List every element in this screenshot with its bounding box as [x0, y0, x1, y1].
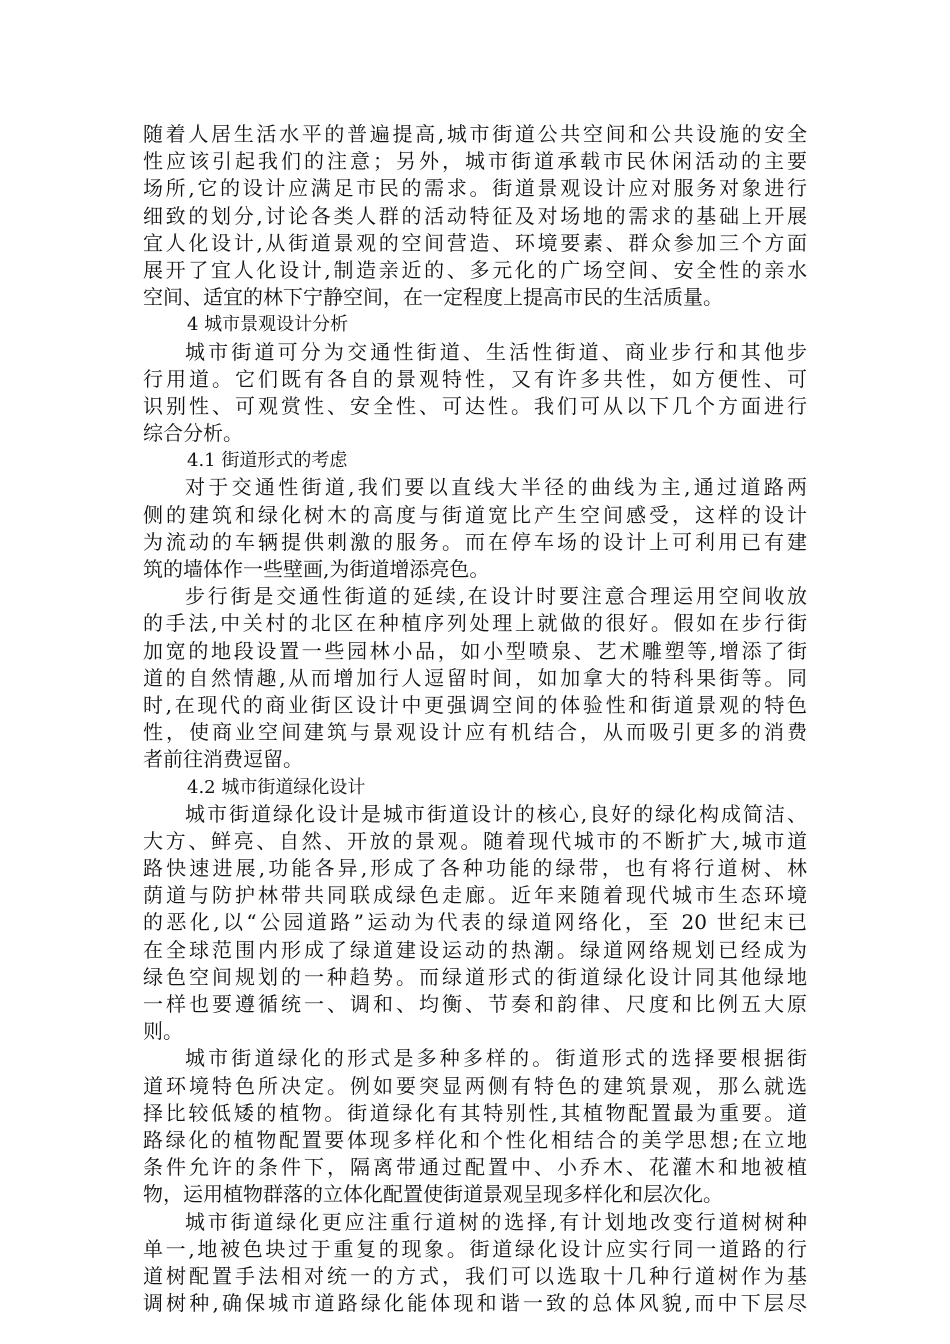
- text-line: 道环境特色所决定。例如要突显两侧有特色的建筑景观，那么就选: [143, 1073, 807, 1098]
- text-line: 则。: [143, 1019, 183, 1044]
- section-heading: 4.1 街道形式的考虑: [187, 450, 348, 472]
- text-line: 展开了宜人化设计,制造亲近的、多元化的广场空间、安全性的亲水: [143, 257, 807, 282]
- text-line: 侧的建筑和绿化树木的高度与街道宽比产生空间感受，这样的设计: [143, 502, 807, 527]
- text-line: 细致的划分,讨论各类人群的活动特征及对场地的需求的基础上开展: [143, 203, 807, 228]
- text-line: 荫道与防护林带共同联成绿色走廊。近年来随着现代城市生态环境: [143, 883, 807, 908]
- text-line: 在全球范围内形成了绿道建设运动的热潮。绿道网络规划已经成为: [143, 937, 807, 962]
- text-line: 综合分析。: [143, 421, 243, 446]
- text-line: 路绿化的植物配置要体现多样化和个性化相结合的美学思想;在立地: [143, 1127, 807, 1152]
- text-line: 道的自然情趣,从而增加行人逗留时间，如加拿大的特科果街等。同: [143, 665, 807, 690]
- text-line: 随着人居生活水平的普遍提高,城市街道公共空间和公共设施的安全: [143, 122, 807, 146]
- text-line: 宜人化设计,从街道景观的空间营造、环境要素、群众参加三个方面: [143, 230, 807, 255]
- text-line: 条件允许的条件下，隔离带通过配置中、小乔木、花灌木和地被植: [143, 1155, 807, 1180]
- text-line: 空间、适宜的林下宁静空间，在一定程度上提高市民的生活质量。: [143, 285, 723, 310]
- text-line: 城市街道绿化设计是城市街道设计的核心,良好的绿化构成简洁、: [185, 801, 807, 826]
- text-line: 路快速进展,功能各异,形成了各种功能的绿带，也有将行道树、林: [143, 856, 807, 881]
- text-line: 调树种,确保城市道路绿化能体现和谐一致的总体风貌,而中下层尽: [143, 1291, 807, 1316]
- text-line: 加宽的地段设置一些园林小品，如小型喷泉、艺术雕塑等,增添了街: [143, 638, 807, 663]
- text-line: 对于交通性街道,我们要以直线大半径的曲线为主,通过道路两: [185, 475, 807, 500]
- text-line: 行用道。它们既有各自的景观特性，又有许多共性，如方便性、可: [143, 366, 807, 391]
- text-line: 步行街是交通性街道的延续,在设计时要注意合理运用空间收放: [185, 584, 807, 609]
- text-line: 择比较低矮的植物。街道绿化有其特别性,其植物配置最为重要。道: [143, 1100, 807, 1125]
- text-line: 性，使商业空间建筑与景观设计应有机结合，从而吸引更多的消费: [143, 720, 807, 745]
- text-line: 筑的墙体作一些壁画,为街道增添亮色。: [143, 557, 490, 581]
- text-line: 道树配置手法相对统一的方式，我们可以选取十几种行道树作为基: [143, 1263, 807, 1288]
- text-line: 城市街道绿化更应注重行道树的选择,有计划地改变行道树树种: [185, 1209, 807, 1234]
- text-line: 时,在现代的商业街区设计中更强调空间的体验性和街道景观的特色: [143, 692, 807, 717]
- text-line: 者前往消费逗留。: [143, 747, 303, 772]
- text-line: 城市街道绿化的形式是多种多样的。街道形式的选择要根据街: [185, 1046, 807, 1071]
- text-line: 大方、鲜亮、自然、开放的景观。随着现代城市的不断扩大,城市道: [143, 828, 807, 853]
- text-line: 的恶化,以“公园道路”运动为代表的绿道网络化，至 20 世纪末已: [143, 910, 807, 935]
- text-line: 识别性、可观赏性、安全性、可达性。我们可从以下几个方面进行: [143, 393, 807, 418]
- text-line: 为流动的车辆提供刺激的服务。而在停车场的设计上可利用已有建: [143, 529, 807, 554]
- text-line: 物，运用植物群落的立体化配置使街道景观呈现多样化和层次化。: [143, 1182, 723, 1207]
- text-line: 场所,它的设计应满足市民的需求。街道景观设计应对服务对象进行: [143, 176, 807, 201]
- text-line: 城市街道可分为交通性街道、生活性街道、商业步行和其他步: [185, 339, 807, 364]
- section-heading: 4.2 城市街道绿化设计: [187, 776, 366, 798]
- text-line: 单一,地被色块过于重复的现象。街道绿化设计应实行同一道路的行: [143, 1236, 807, 1261]
- document-page: [143, 121, 807, 1317]
- text-line: 一样也要遵循统一、调和、均衡、节奏和韵律、尺度和比例五大原: [143, 992, 807, 1016]
- text-line: 绿色空间规划的一种趋势。而绿道形式的街道绿化设计同其他绿地: [143, 964, 807, 989]
- section-heading: 4 城市景观设计分析: [187, 314, 349, 336]
- text-line: 的手法,中关村的北区在种植序列处理上就做的很好。假如在步行街: [143, 611, 807, 636]
- text-line: 性应该引起我们的注意；另外，城市街道承载市民休闲活动的主要: [143, 149, 807, 174]
